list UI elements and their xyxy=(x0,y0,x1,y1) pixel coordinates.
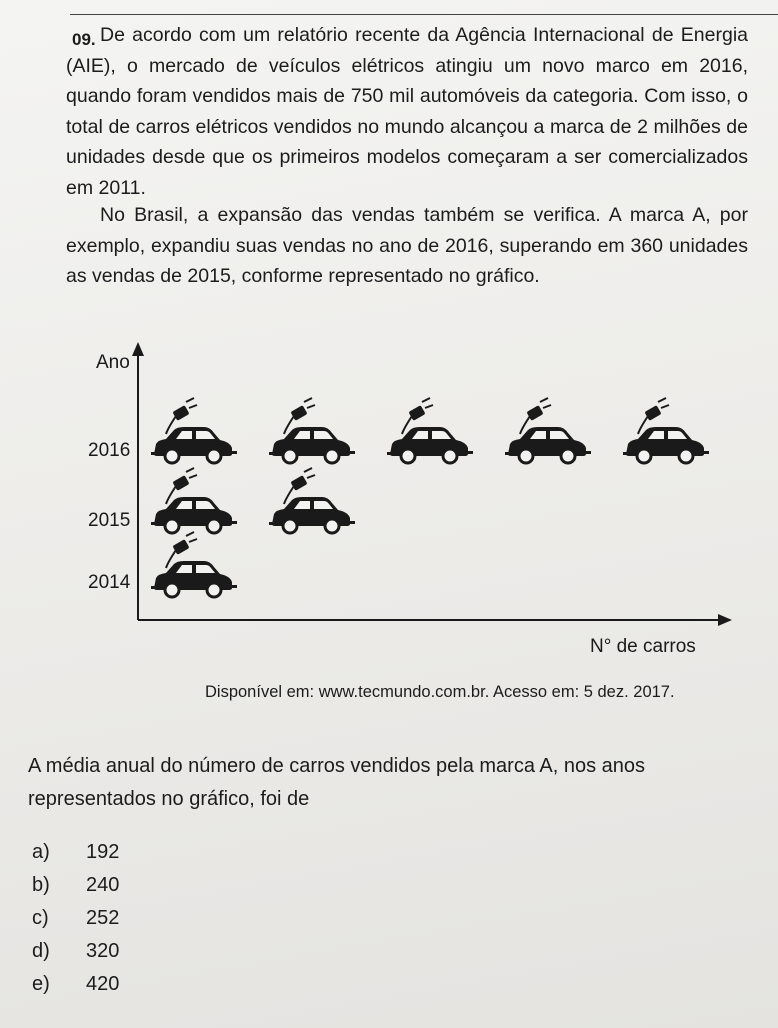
option-letter: c) xyxy=(32,907,49,929)
electric-car-icon xyxy=(269,468,355,533)
electric-car-icon xyxy=(387,398,473,463)
paragraph-1: De acordo com um relatório recente da Agência Internacional de Energia (AIE), o mercado de veículos elétricos atingiu um novo marco em 2016, quando foram vendidos mais de 750 mil automóveis da categoria. Com isso, o total de carros elétricos vendidos no mundo alcançou a marca de 2 milhões de unidades desde que os primeiros modelos começaram a ser comercializados em 2011. xyxy=(66,24,748,199)
option-value: 240 xyxy=(86,874,120,896)
option-letter: d) xyxy=(32,940,50,962)
option-value: 192 xyxy=(86,841,120,863)
y-axis-arrow xyxy=(132,342,144,356)
option-value: 320 xyxy=(86,940,120,962)
option-c[interactable] xyxy=(32,902,119,935)
electric-car-icon xyxy=(269,398,355,463)
paragraph-2: No Brasil, a expansão das vendas também se verifica. A marca A, por exemplo, expandiu suas vendas no ano de 2016, superando em 360 unidades as vendas de 2015, conforme representado no gráfico. xyxy=(66,204,748,287)
y-axis-label: Ano xyxy=(96,352,130,373)
electric-car-icon xyxy=(151,532,237,597)
source-citation: Disponível em: www.tecmundo.com.br. Acesso em: 5 dez. 2017. xyxy=(205,683,675,701)
year-label-2016: 2016 xyxy=(88,440,131,461)
electric-car-icon xyxy=(151,398,237,463)
electric-car-icon xyxy=(623,398,709,463)
top-rule xyxy=(70,14,778,15)
option-b[interactable] xyxy=(32,869,119,902)
x-axis-arrow xyxy=(718,614,732,626)
year-label-2015: 2015 xyxy=(88,510,131,531)
pictograph-chart xyxy=(70,336,750,666)
option-d[interactable] xyxy=(32,935,119,968)
electric-car-icon xyxy=(505,398,591,463)
option-letter: b) xyxy=(32,874,50,896)
option-value: 252 xyxy=(86,907,120,929)
question-number: 09. xyxy=(72,30,96,49)
option-e[interactable] xyxy=(32,968,119,1001)
question-text: A média anual do número de carros vendidos pela marca A, nos anos representados no gráfico, foi de xyxy=(28,755,646,810)
option-letter: e) xyxy=(32,973,50,995)
option-a[interactable] xyxy=(32,836,119,869)
option-value: 420 xyxy=(86,973,120,995)
x-axis-label: N° de carros xyxy=(590,636,696,657)
year-label-2014: 2014 xyxy=(88,572,131,593)
electric-car-icon xyxy=(151,468,237,533)
answer-options xyxy=(32,836,119,1001)
option-letter: a) xyxy=(32,841,50,863)
